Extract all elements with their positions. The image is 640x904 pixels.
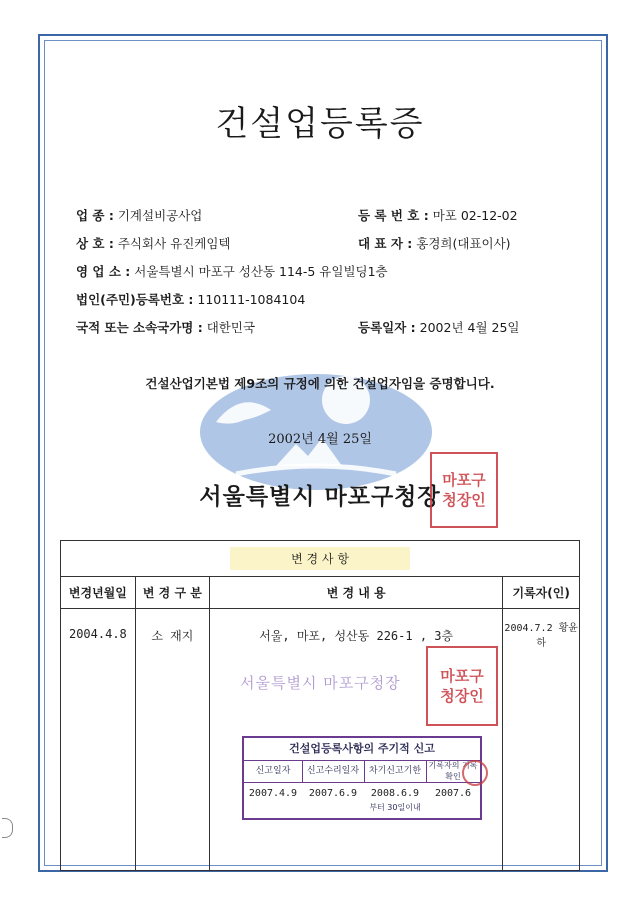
report-value-accepted: 2007.6.9 <box>308 788 358 799</box>
field-value: 2002년 4월 25일 <box>419 320 520 335</box>
change-content: 서울, 마포, 성산동 226-1 , 3층 <box>209 609 502 871</box>
col-header-content: 변 경 내 용 <box>209 577 502 609</box>
field-value: 주식회사 유진케임텍 <box>117 236 231 251</box>
field-label: 업 종 : <box>76 208 114 223</box>
scan-edge-mark <box>2 818 13 838</box>
field-label: 등록일자 : <box>358 320 416 335</box>
change-date: 2004.4.8 <box>61 609 136 871</box>
field-value: 마포 02-12-02 <box>432 208 518 223</box>
report-header-date: 신고일자 <box>244 760 303 783</box>
field-corp-reg-no <box>76 290 305 308</box>
field-value: 홍경희(대표이사) <box>416 236 511 251</box>
issuer-name: 서울특별시 마포구청장 <box>199 484 441 510</box>
small-red-stamp <box>462 760 488 786</box>
field-value: 대한민국 <box>206 320 256 335</box>
col-header-type: 변 경 구 분 <box>135 577 209 609</box>
field-label: 등 록 번 호 : <box>358 208 429 223</box>
field-label: 영 업 소 : <box>76 264 131 279</box>
change-type: 소 재지 <box>135 609 209 871</box>
report-deadline-note: 부터 30일이내 <box>369 803 421 812</box>
certification-statement: 건설산업기본법 제9조의 규정에 의한 건설업자임을 증명합니다. <box>145 376 495 391</box>
section-title-banner <box>230 547 410 570</box>
report-value-date: 2007.4.9 <box>248 788 298 799</box>
field-label: 대 표 자 : <box>358 236 413 251</box>
official-seal <box>430 452 498 528</box>
report-header-deadline: 차기신고기한 <box>364 760 427 783</box>
seal-text: 마포구청장인 <box>440 667 484 705</box>
changes-section-title <box>61 541 580 577</box>
report-header-accepted: 신고수리일자 <box>302 760 365 783</box>
issue-date: 2002년 4월 25일 <box>268 432 372 447</box>
field-representative <box>358 234 511 252</box>
field-registration-date <box>358 318 519 336</box>
field-office <box>76 262 388 280</box>
seal-text: 마포구청장인 <box>442 471 486 509</box>
field-label: 상 호 : <box>76 236 114 251</box>
periodic-report-box <box>242 736 482 820</box>
field-value: 서울특별시 마포구 성산동 114-5 유일빌딩1층 <box>134 264 388 279</box>
field-label: 국적 또는 소속국가명 : <box>76 320 203 335</box>
change-seal <box>426 646 498 726</box>
changes-table <box>60 540 580 871</box>
col-header-recorder: 기록자(인) <box>503 577 580 609</box>
report-value-deadline: 2008.6.9 <box>370 788 420 799</box>
report-header-recorder: 기록자의 기록확인 <box>426 760 480 783</box>
field-registration-no <box>358 206 518 224</box>
periodic-report-title: 건설업등록사항의 주기적 신고 <box>244 738 480 761</box>
document-title: 건설업등록증 <box>215 104 425 144</box>
field-company-name <box>76 234 231 252</box>
report-value-recorder: 2007.6 <box>434 788 472 799</box>
field-value: 110111-1084104 <box>197 292 306 307</box>
col-header-date: 변경년월일 <box>61 577 136 609</box>
change-stamp: 서울특별시 마포구청장 <box>240 674 401 692</box>
field-nationality <box>76 318 255 336</box>
field-business-type <box>76 206 202 224</box>
field-value: 기계설비공사업 <box>117 208 203 223</box>
field-label: 법인(주민)등록번호 : <box>76 292 194 307</box>
change-recorder: 2004.7.2 황윤하 <box>503 609 580 871</box>
changes-title-text: 변 경 사 항 <box>291 552 349 566</box>
